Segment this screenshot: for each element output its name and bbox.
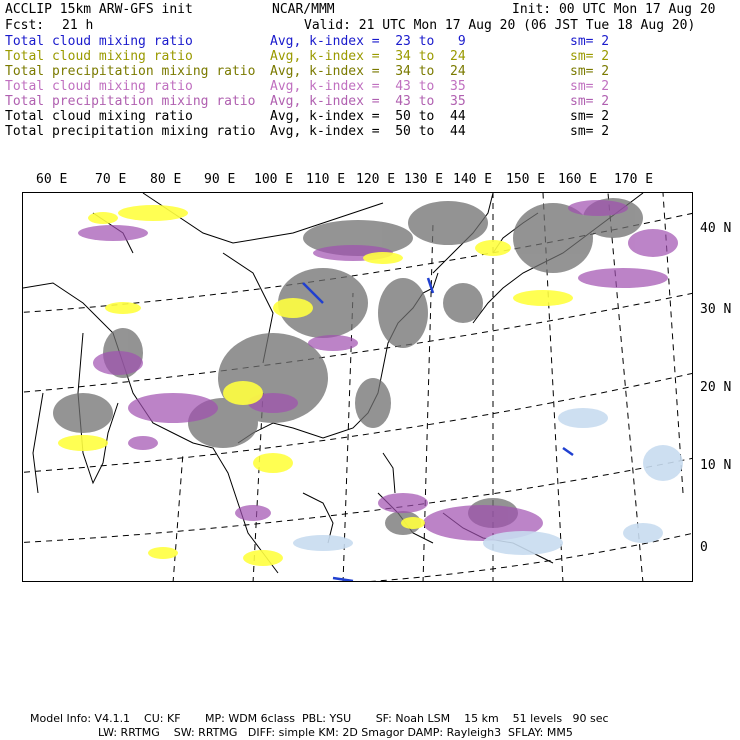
longitude-label: 60 E [36,172,68,187]
legend-smoothing-1: sm= 2 [570,49,610,64]
longitude-label: 130 E [404,172,444,187]
map-canvas [23,193,693,582]
legend-kindex-2: Avg, k-index = 34 to 24 [270,64,466,79]
legend-field-1: Total cloud mixing ratio [5,49,193,64]
map-panel [22,192,693,582]
legend-smoothing-2: sm= 2 [570,64,610,79]
forecast-hour: 21 h [62,18,94,33]
latitude-label: 40 N [700,221,732,236]
legend-field-5: Total cloud mixing ratio [5,109,193,124]
plot-title: ACCLIP 15km ARW-GFS init [5,2,193,17]
legend-kindex-1: Avg, k-index = 34 to 24 [270,49,466,64]
legend-smoothing-4: sm= 2 [570,94,610,109]
legend-kindex-5: Avg, k-index = 50 to 44 [270,109,466,124]
latitude-label: 0 [700,540,708,555]
latitude-label: 30 N [700,302,732,317]
model-info-line2: LW: RRTMG SW: RRTMG DIFF: simple KM: 2D Smagor DAMP: Rayleigh3 SFLAY: MM5 [98,726,573,739]
legend-kindex-3: Avg, k-index = 43 to 35 [270,79,466,94]
longitude-label: 150 E [506,172,546,187]
legend-smoothing-6: sm= 2 [570,124,610,139]
longitude-label: 100 E [254,172,294,187]
valid-time: Valid: 21 UTC Mon 17 Aug 20 (06 JST Tue 18 Aug 20) [304,18,696,33]
latitude-label: 10 N [700,458,732,473]
longitude-label: 120 E [356,172,396,187]
latitude-label: 20 N [700,380,732,395]
model-info-line1: Model Info: V4.1.1 CU: KF MP: WDM 6class PBL: YSU SF: Noah LSM 15 km 51 levels 90 sec [30,712,609,725]
legend-kindex-0: Avg, k-index = 23 to 9 [270,34,466,49]
init-time: Init: 00 UTC Mon 17 Aug 20 [512,2,716,17]
legend-field-2: Total precipitation mixing ratio [5,64,256,79]
organization-label: NCAR/MMM [272,2,335,17]
legend-field-0: Total cloud mixing ratio [5,34,193,49]
legend-smoothing-3: sm= 2 [570,79,610,94]
forecast-label: Fcst: [5,18,45,33]
longitude-label: 140 E [453,172,493,187]
legend-field-4: Total precipitation mixing ratio [5,94,256,109]
legend-field-3: Total cloud mixing ratio [5,79,193,94]
longitude-label: 90 E [204,172,236,187]
longitude-label: 80 E [150,172,182,187]
legend-smoothing-0: sm= 2 [570,34,610,49]
longitude-label: 110 E [306,172,346,187]
longitude-label: 160 E [558,172,598,187]
longitude-label: 170 E [614,172,654,187]
longitude-label: 70 E [95,172,127,187]
legend-smoothing-5: sm= 2 [570,109,610,124]
legend-kindex-6: Avg, k-index = 50 to 44 [270,124,466,139]
legend-kindex-4: Avg, k-index = 43 to 35 [270,94,466,109]
legend-field-6: Total precipitation mixing ratio [5,124,256,139]
